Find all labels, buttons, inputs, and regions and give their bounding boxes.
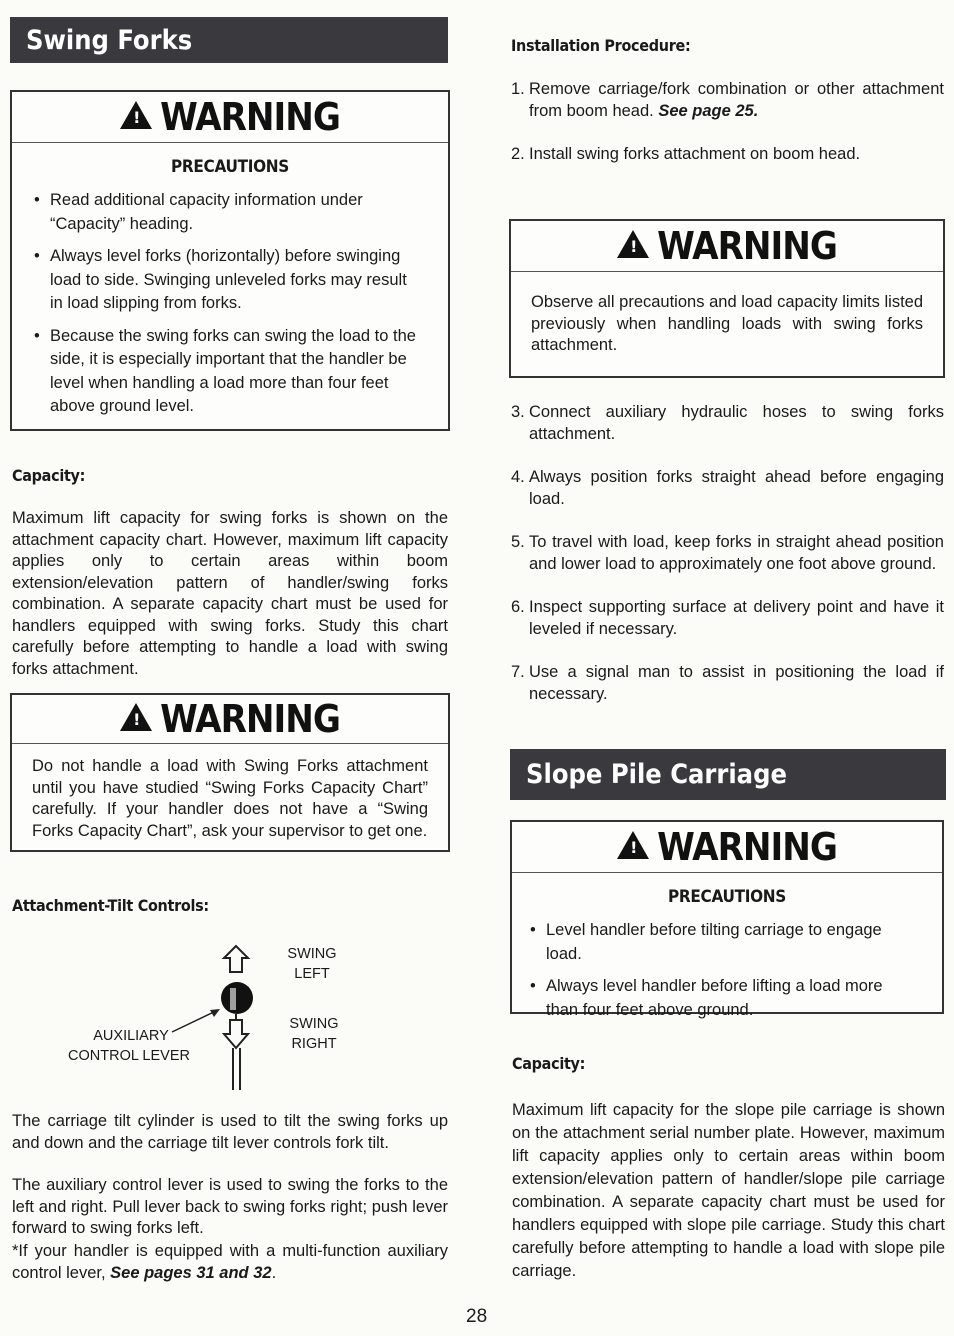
tilt-paragraph-3 xyxy=(12,1241,448,1284)
warning-text: Observe all precautions and load capacity limits listed previously when handling loads with swing forks attachment. xyxy=(531,293,923,354)
warning-triangle-icon xyxy=(617,230,649,258)
section-title-swing-forks xyxy=(10,17,448,63)
install-step-3 xyxy=(511,401,944,445)
capacity-paragraph: Maximum lift capacity for swing forks is shown on the attachment capacity chart. However, maximum lift capacity applies only to certain areas within boom extension/elevation pattern of handler/swing forks combination. A separate capacity chart must be used for handlers equipped with swing forks. Study this chart carefully before attempting to handle a load with swing forks attachment. xyxy=(12,509,448,678)
warning-box-slope-precautions xyxy=(510,820,944,1019)
swing-right-label-line2: RIGHT xyxy=(291,1036,337,1052)
step-number: 4. xyxy=(511,468,525,486)
step-number: 3. xyxy=(511,403,525,421)
tilt-paragraph-3-text: *If your handler is equipped with a multi-function auxiliary control lever, xyxy=(12,1242,448,1282)
install-step-5 xyxy=(511,531,944,575)
section-title-text: Slope Pile Carriage xyxy=(526,759,787,790)
step-1-text: Remove carriage/fork combination or other attachment from boom head. xyxy=(529,80,944,120)
page-reference-link[interactable]: See pages 31 and 32 xyxy=(110,1263,272,1282)
swing-right-label-line1: SWING xyxy=(289,1016,339,1032)
warning-header xyxy=(12,92,448,143)
step-number: 2. xyxy=(511,145,525,163)
precautions-list xyxy=(30,189,422,419)
warning-box-observe xyxy=(509,219,945,378)
step-text: Install swing forks attachment on boom head. xyxy=(529,145,861,163)
swing-left-label-line1: SWING xyxy=(287,946,337,962)
capacity-heading: Capacity: xyxy=(12,466,86,485)
installation-heading: Installation Procedure: xyxy=(511,36,691,55)
swing-right-label xyxy=(284,1014,344,1054)
step-text: Inspect supporting surface at delivery point and have it leveled if necessary. xyxy=(529,598,944,638)
auxiliary-label-line1: AUXILIARY xyxy=(93,1028,169,1044)
swing-left-arrow-icon xyxy=(224,946,248,972)
tilt-paragraph-2: The auxiliary control lever is used to swing the forks to the left and right. Pull lever back to swing forks right; push lever forward to swing forks left. xyxy=(12,1176,448,1237)
install-steps-list xyxy=(511,401,944,705)
install-step-1 xyxy=(511,78,944,122)
lever-diagram xyxy=(60,940,380,1095)
step-number: 6. xyxy=(511,598,525,616)
warning-title: WARNING xyxy=(657,825,837,869)
slope-capacity-paragraph: Maximum lift capacity for the slope pile carriage is shown on the attachment serial number plate. However, maximum lift capacity applies only to certain areas within boom extension/elevation pattern of handler/slope pile carriage combination. A separate capacity chart must be used for handlers equipped with slope pile carriage. Study this chart carefully before attempting to handle a load with slope pile carriage. xyxy=(512,1101,945,1280)
auxiliary-lever-label xyxy=(64,1026,194,1066)
step-number: 5. xyxy=(511,533,525,551)
warning-title: WARNING xyxy=(160,95,340,139)
warning-triangle-icon xyxy=(617,831,649,859)
precaution-item: • Level handler before tilting carriage to engage load. xyxy=(526,919,916,966)
precaution-item: • Because the swing forks can swing the load to the side, it is especially important that the handler be level when handling a load more than four feet above ground level. xyxy=(30,325,422,419)
warning-box-precautions xyxy=(10,90,450,431)
precautions-heading: PRECAUTIONS xyxy=(170,157,290,177)
section-title-text: Swing Forks xyxy=(26,24,193,56)
warning-text: Do not handle a load with Swing Forks attachment until you have studied “Swing Forks Capacity Chart” carefully. If your handler does not have a “Swing Forks Capacity Chart”, ask your supervisor to get one. xyxy=(32,757,428,840)
warning-header xyxy=(512,822,942,873)
install-step-6 xyxy=(511,596,944,640)
control-lever-knob-icon xyxy=(221,982,253,1014)
tilt-paragraph-3-end: . xyxy=(271,1263,277,1282)
warning-triangle-icon xyxy=(120,703,152,731)
slope-capacity-heading: Capacity: xyxy=(512,1054,586,1073)
warning-triangle-icon xyxy=(120,101,152,129)
step-number: 7. xyxy=(511,663,525,681)
install-step-7 xyxy=(511,661,944,705)
step-text: Use a signal man to assist in positioning the load if necessary. xyxy=(529,663,944,703)
step-text: Always position forks straight ahead before engaging load. xyxy=(529,468,944,508)
precaution-item: • Always level handler before lifting a load more than four feet above ground. xyxy=(526,975,916,1022)
swing-right-arrow-icon xyxy=(224,1020,248,1048)
section-title-slope-pile-carriage xyxy=(510,749,946,800)
tilt-paragraph-1: The carriage tilt cylinder is used to tilt the swing forks up and down and the carriage tilt lever controls fork tilt. xyxy=(12,1112,448,1152)
auxiliary-label-line2: CONTROL LEVER xyxy=(68,1048,190,1064)
warning-title: WARNING xyxy=(657,224,837,268)
page-number: 28 xyxy=(466,1306,488,1327)
install-step-4 xyxy=(511,466,944,510)
warning-header xyxy=(12,695,448,744)
tilt-controls-heading: Attachment-Tilt Controls: xyxy=(12,896,209,915)
precaution-item: • Always level forks (horizontally) before swinging load to side. Swinging unleveled forks may result in load slipping from forks. xyxy=(30,245,422,316)
swing-left-label xyxy=(282,944,342,984)
warning-box-capacity-chart xyxy=(10,693,450,852)
step-number: 1. xyxy=(511,80,525,98)
precautions-heading: PRECAUTIONS xyxy=(667,887,787,907)
warning-header xyxy=(511,221,943,272)
step-text: Connect auxiliary hydraulic hoses to swing forks attachment. xyxy=(529,403,944,443)
swing-left-label-line2: LEFT xyxy=(294,966,330,982)
precautions-list xyxy=(526,919,916,1022)
install-step-2 xyxy=(511,143,944,165)
step-text: To travel with load, keep forks in straight ahead position and lower load to approximately one foot above ground. xyxy=(529,533,944,573)
precaution-item: • Read additional capacity information under “Capacity” heading. xyxy=(30,189,422,236)
warning-title: WARNING xyxy=(160,697,340,741)
step-text xyxy=(529,78,944,122)
page-reference-link[interactable]: See page 25. xyxy=(658,102,759,120)
